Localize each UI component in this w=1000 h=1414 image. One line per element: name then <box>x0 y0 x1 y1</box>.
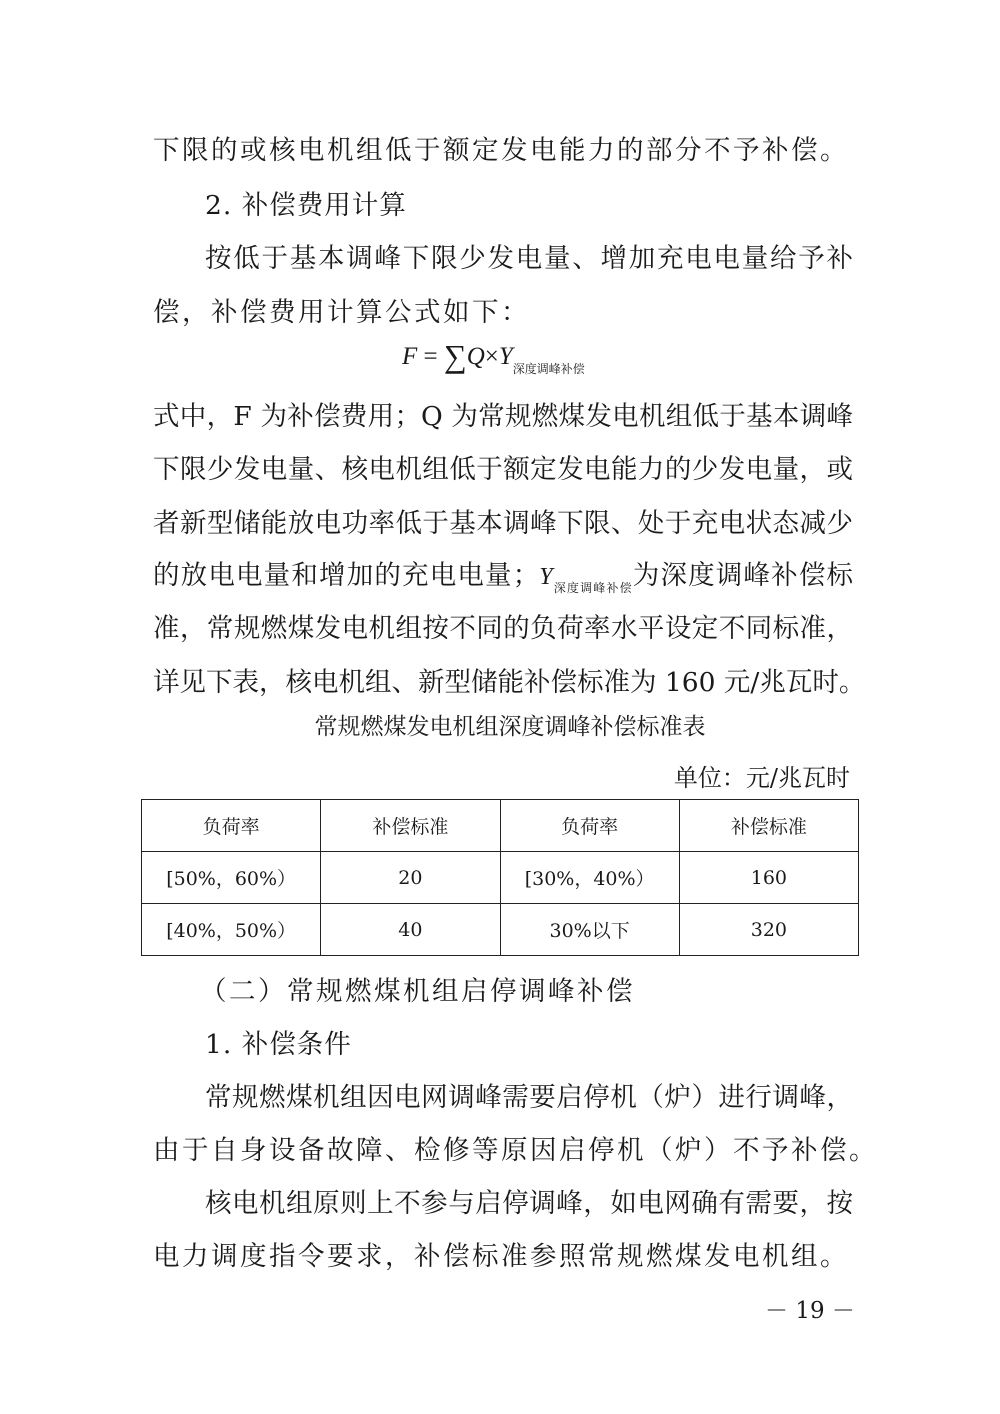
text-line: 式中，F 为补偿费用；Q 为常规燃煤发电机组低于基本调峰 <box>153 401 853 432</box>
inline-y-symbol <box>539 564 633 595</box>
text-segment: 为深度调峰补偿标 <box>632 560 853 591</box>
table-cell: [30%，40%） <box>500 852 679 904</box>
text-line: 核电机组原则上不参与启停调峰，如电网确有需要，按 <box>205 1188 853 1219</box>
text-line: 者新型储能放电功率低于基本调峰下限、处于充电状态减少 <box>153 508 853 539</box>
table-cell: 320 <box>679 904 858 956</box>
page-number: － 19 － <box>765 1298 855 1324</box>
text-segment: 的放电电量和增加的充电电量； <box>153 560 540 591</box>
text-line: 下限少发电量、核电机组低于额定发电能力的少发电量，或 <box>153 454 853 485</box>
formula-times: × <box>484 343 499 370</box>
table-caption: 常规燃煤发电机组深度调峰补偿标准表 <box>314 714 706 740</box>
header-cell: 负荷率 <box>500 800 679 852</box>
y-subscript: 深度调峰补偿 <box>552 581 633 595</box>
sub-heading-conditions: 1. 补偿条件 <box>205 1029 352 1060</box>
formula-y: Y <box>498 343 513 370</box>
text-line: 下限的或核电机组低于额定发电能力的部分不予补偿。 <box>153 135 849 166</box>
table-header-row <box>142 800 859 852</box>
text-line: 按低于基本调峰下限少发电量、增加充电电量给予补 <box>205 243 853 274</box>
formula-q: Q <box>466 343 485 370</box>
formula-subscript: 深度调峰补偿 <box>512 362 585 376</box>
formula-sum-sign: ∑ <box>443 338 467 374</box>
section-heading-startstop: （二）常规燃煤机组启停调峰补偿 <box>200 976 635 1007</box>
table-cell: 20 <box>321 852 500 904</box>
text-line: 由于自身设备故障、检修等原因启停机（炉）不予补偿。 <box>153 1135 878 1166</box>
table-cell: 160 <box>679 852 858 904</box>
table-cell: [50%，60%） <box>142 852 321 904</box>
y-letter: Y <box>539 564 553 590</box>
text-line: 偿，补偿费用计算公式如下： <box>153 297 530 328</box>
header-cell: 补偿标准 <box>321 800 500 852</box>
table-unit: 单位：元/兆瓦时 <box>673 764 850 792</box>
text-line: 详见下表，核电机组、新型储能补偿标准为 160 元/兆瓦时。 <box>153 667 866 698</box>
compensation-formula <box>402 338 642 378</box>
table-row <box>142 852 859 904</box>
header-cell: 负荷率 <box>142 800 321 852</box>
table-cell: 40 <box>321 904 500 956</box>
formula-equals: = <box>417 343 444 370</box>
table-cell: [40%，50%） <box>142 904 321 956</box>
compensation-standard-table <box>141 799 859 956</box>
text-line <box>153 559 853 605</box>
text-line: 准，常规燃煤发电机组按不同的负荷率水平设定不同标准， <box>153 613 853 644</box>
formula-f: F <box>402 343 418 370</box>
section-heading-calculation: 2. 补偿费用计算 <box>205 190 407 221</box>
table-row <box>142 904 859 956</box>
text-line: 常规燃煤机组因电网调峰需要启停机（炉）进行调峰， <box>205 1082 853 1113</box>
text-line: 电力调度指令要求，补偿标准参照常规燃煤发电机组。 <box>153 1241 849 1272</box>
table-cell: 30%以下 <box>500 904 679 956</box>
header-cell: 补偿标准 <box>679 800 858 852</box>
